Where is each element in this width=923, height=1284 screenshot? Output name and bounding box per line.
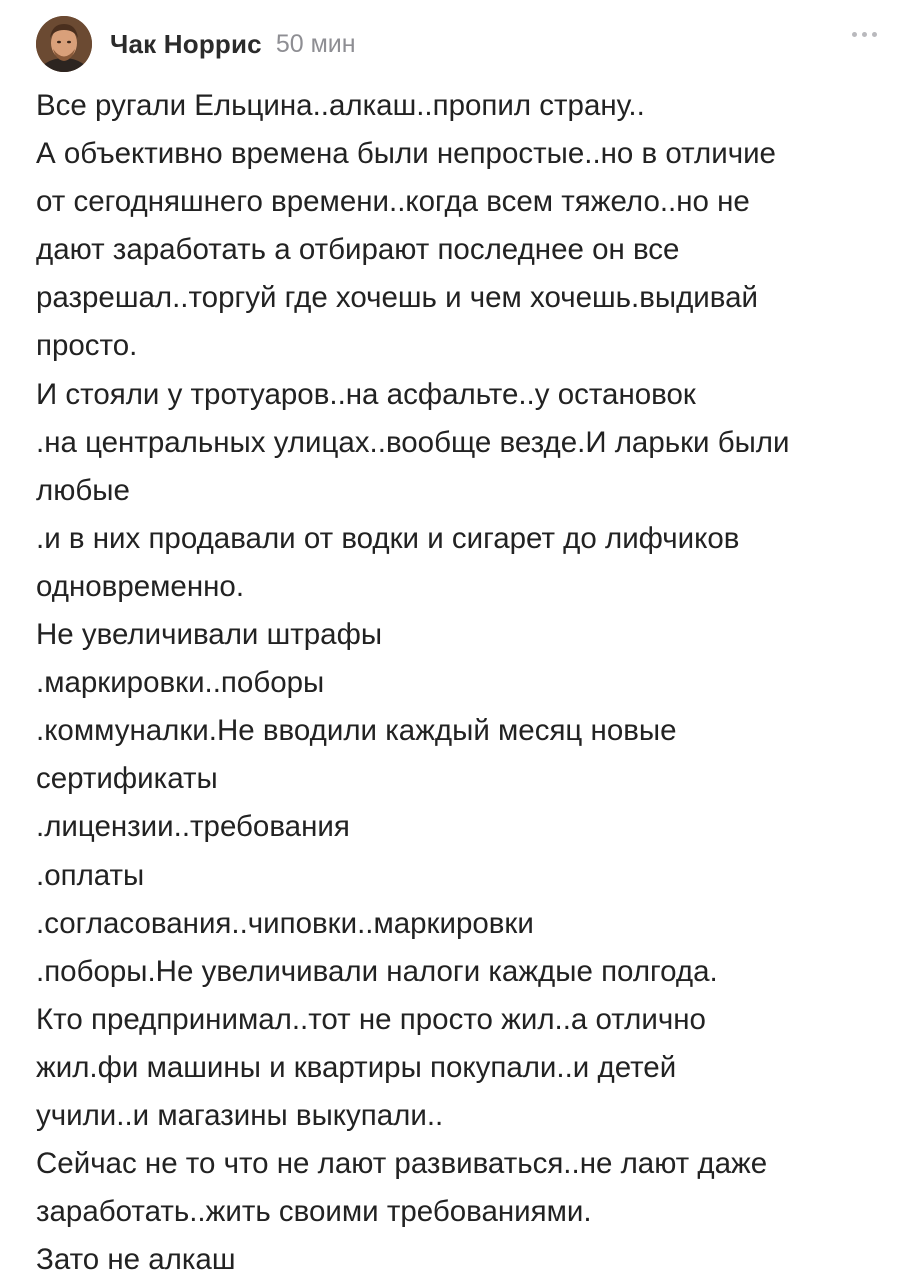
post-time: 50 мин (275, 29, 356, 58)
post-text-line: заработать..жить своими требованиями. (36, 1195, 592, 1229)
post-text-line: .и в них продавали от водки и сигарет до лифчиков (36, 521, 740, 555)
post-text-line: жил.фи машины и квартиры покупали..и детей (36, 1050, 677, 1084)
post-text-line: .лицензии..требования (36, 810, 350, 844)
post-text-line: просто. (36, 329, 138, 363)
post-text-line: Зато не алкаш (36, 1243, 236, 1277)
post-text-line: .согласования..чиповки..маркировки (36, 906, 534, 940)
post-header (36, 14, 887, 74)
avatar[interactable] (36, 16, 92, 72)
avatar-image (36, 16, 92, 72)
post-text-line: любые (36, 473, 130, 507)
post-text-line: .оплаты (36, 858, 145, 892)
more-horizontal-icon[interactable] (852, 32, 877, 37)
post-text-line: Все ругали Ельцина..алкаш..пропил страну.. (36, 89, 645, 122)
post-text-line: .поборы.Не увеличивали налоги каждые полгода. (36, 954, 718, 988)
post-text-line: А объективно времена были непростые..но в отличие (36, 137, 776, 171)
post-text-line: Не увеличивали штрафы (36, 618, 383, 652)
post-text-line: Сейчас не то что не лают развиваться..не лают даже (36, 1147, 768, 1181)
post-text-line: разрешал..торгуй где хочешь и чем хочешь.выдивай (36, 281, 759, 315)
post-text (36, 82, 896, 1284)
post-text-line: сертификаты (36, 762, 218, 796)
post-text-line: учили..и магазины выкупали.. (36, 1098, 444, 1132)
post-text-line: Кто предпринимал..тот не просто жил..а отлично (36, 1002, 706, 1036)
dot (862, 32, 867, 37)
post-text-line: дают заработать а отбирают последнее он все (36, 233, 680, 267)
author-name[interactable]: Чак Норрис (110, 28, 262, 59)
dot (872, 32, 877, 37)
post-text-line: .маркировки..поборы (36, 666, 325, 700)
post-text-line: И стояли у тротуаров..на асфальте..у остановок (36, 377, 696, 411)
post-text-line: от сегодняшнего времени..когда всем тяжело..но не (36, 185, 750, 219)
post-text-line: .коммуналки.Не вводили каждый месяц новые (36, 714, 677, 748)
dot (852, 32, 857, 37)
post-text-line: .на центральных улицах..вообще везде.И ларьки были (36, 425, 790, 459)
post-text-line: одновременно. (36, 569, 245, 603)
